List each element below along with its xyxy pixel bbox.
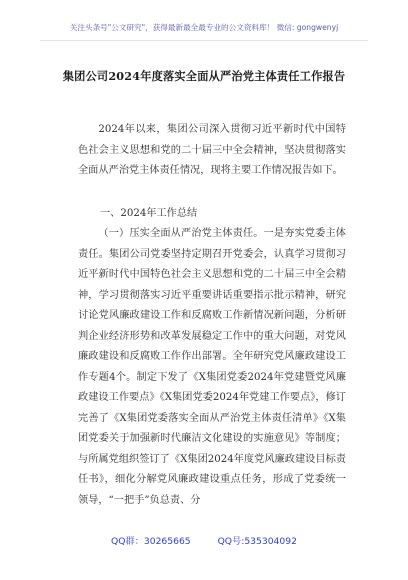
footer-contact (0, 533, 408, 547)
header-divider (40, 40, 368, 41)
section-paragraph: （一）压实全面从严治党主体责任。一是夯实党委主体责任。集团公司党委坚持定期召开党委会，认真学习贯彻习近平新时代中国特色社会主义思想和党的二十届三中全会精神，学习贯彻落实习近平重要讲话重要指示批示精神，研究讨论党风廉政建设工作和反腐败工作新情况新问题，分析研判企业经济形势和改革发展稳定工作中的重大问题，对党风廉政建设和反腐败工作作出部署。全年研究党风廉政建设工作专题4个。制定下发了《X集团党委2024年党建暨党风廉政建设工作要点》《X集团党委2024年党建工作要点》，修订完善了《X集团党委落实全面从严治党主体责任清单》《X集团党委关于加强新时代廉洁文化建设的实施意见》等制度；与所属党组织签订了《X集团2024年度党风廉政建设目标责任书》，细化分解党风廉政建设重点任务，形成了党委统一领导，“一把手”负总责、分 (78, 228, 346, 506)
intro-paragraph: 2024年以来，集团公司深入贯彻习近平新时代中国特色社会主义思想和党的二十届三中全会精神，坚决贯彻落实全面从严治党主体责任情况，现将主要工作情况报告如下。 (78, 124, 346, 176)
document-title: 集团公司2024年度落实全面从严治党主体责任工作报告 (62, 69, 346, 83)
header-banner: 关注头条号"公文研究"，获得最新最全最专业的公文资料库！ 微信: gongwenyj (69, 23, 339, 32)
footer-qq-group: QQ群：30265665 (111, 536, 191, 547)
section-heading: 一、2024年工作总结 (100, 208, 198, 219)
footer-qq-number: QQ号:535304092 (217, 536, 297, 547)
